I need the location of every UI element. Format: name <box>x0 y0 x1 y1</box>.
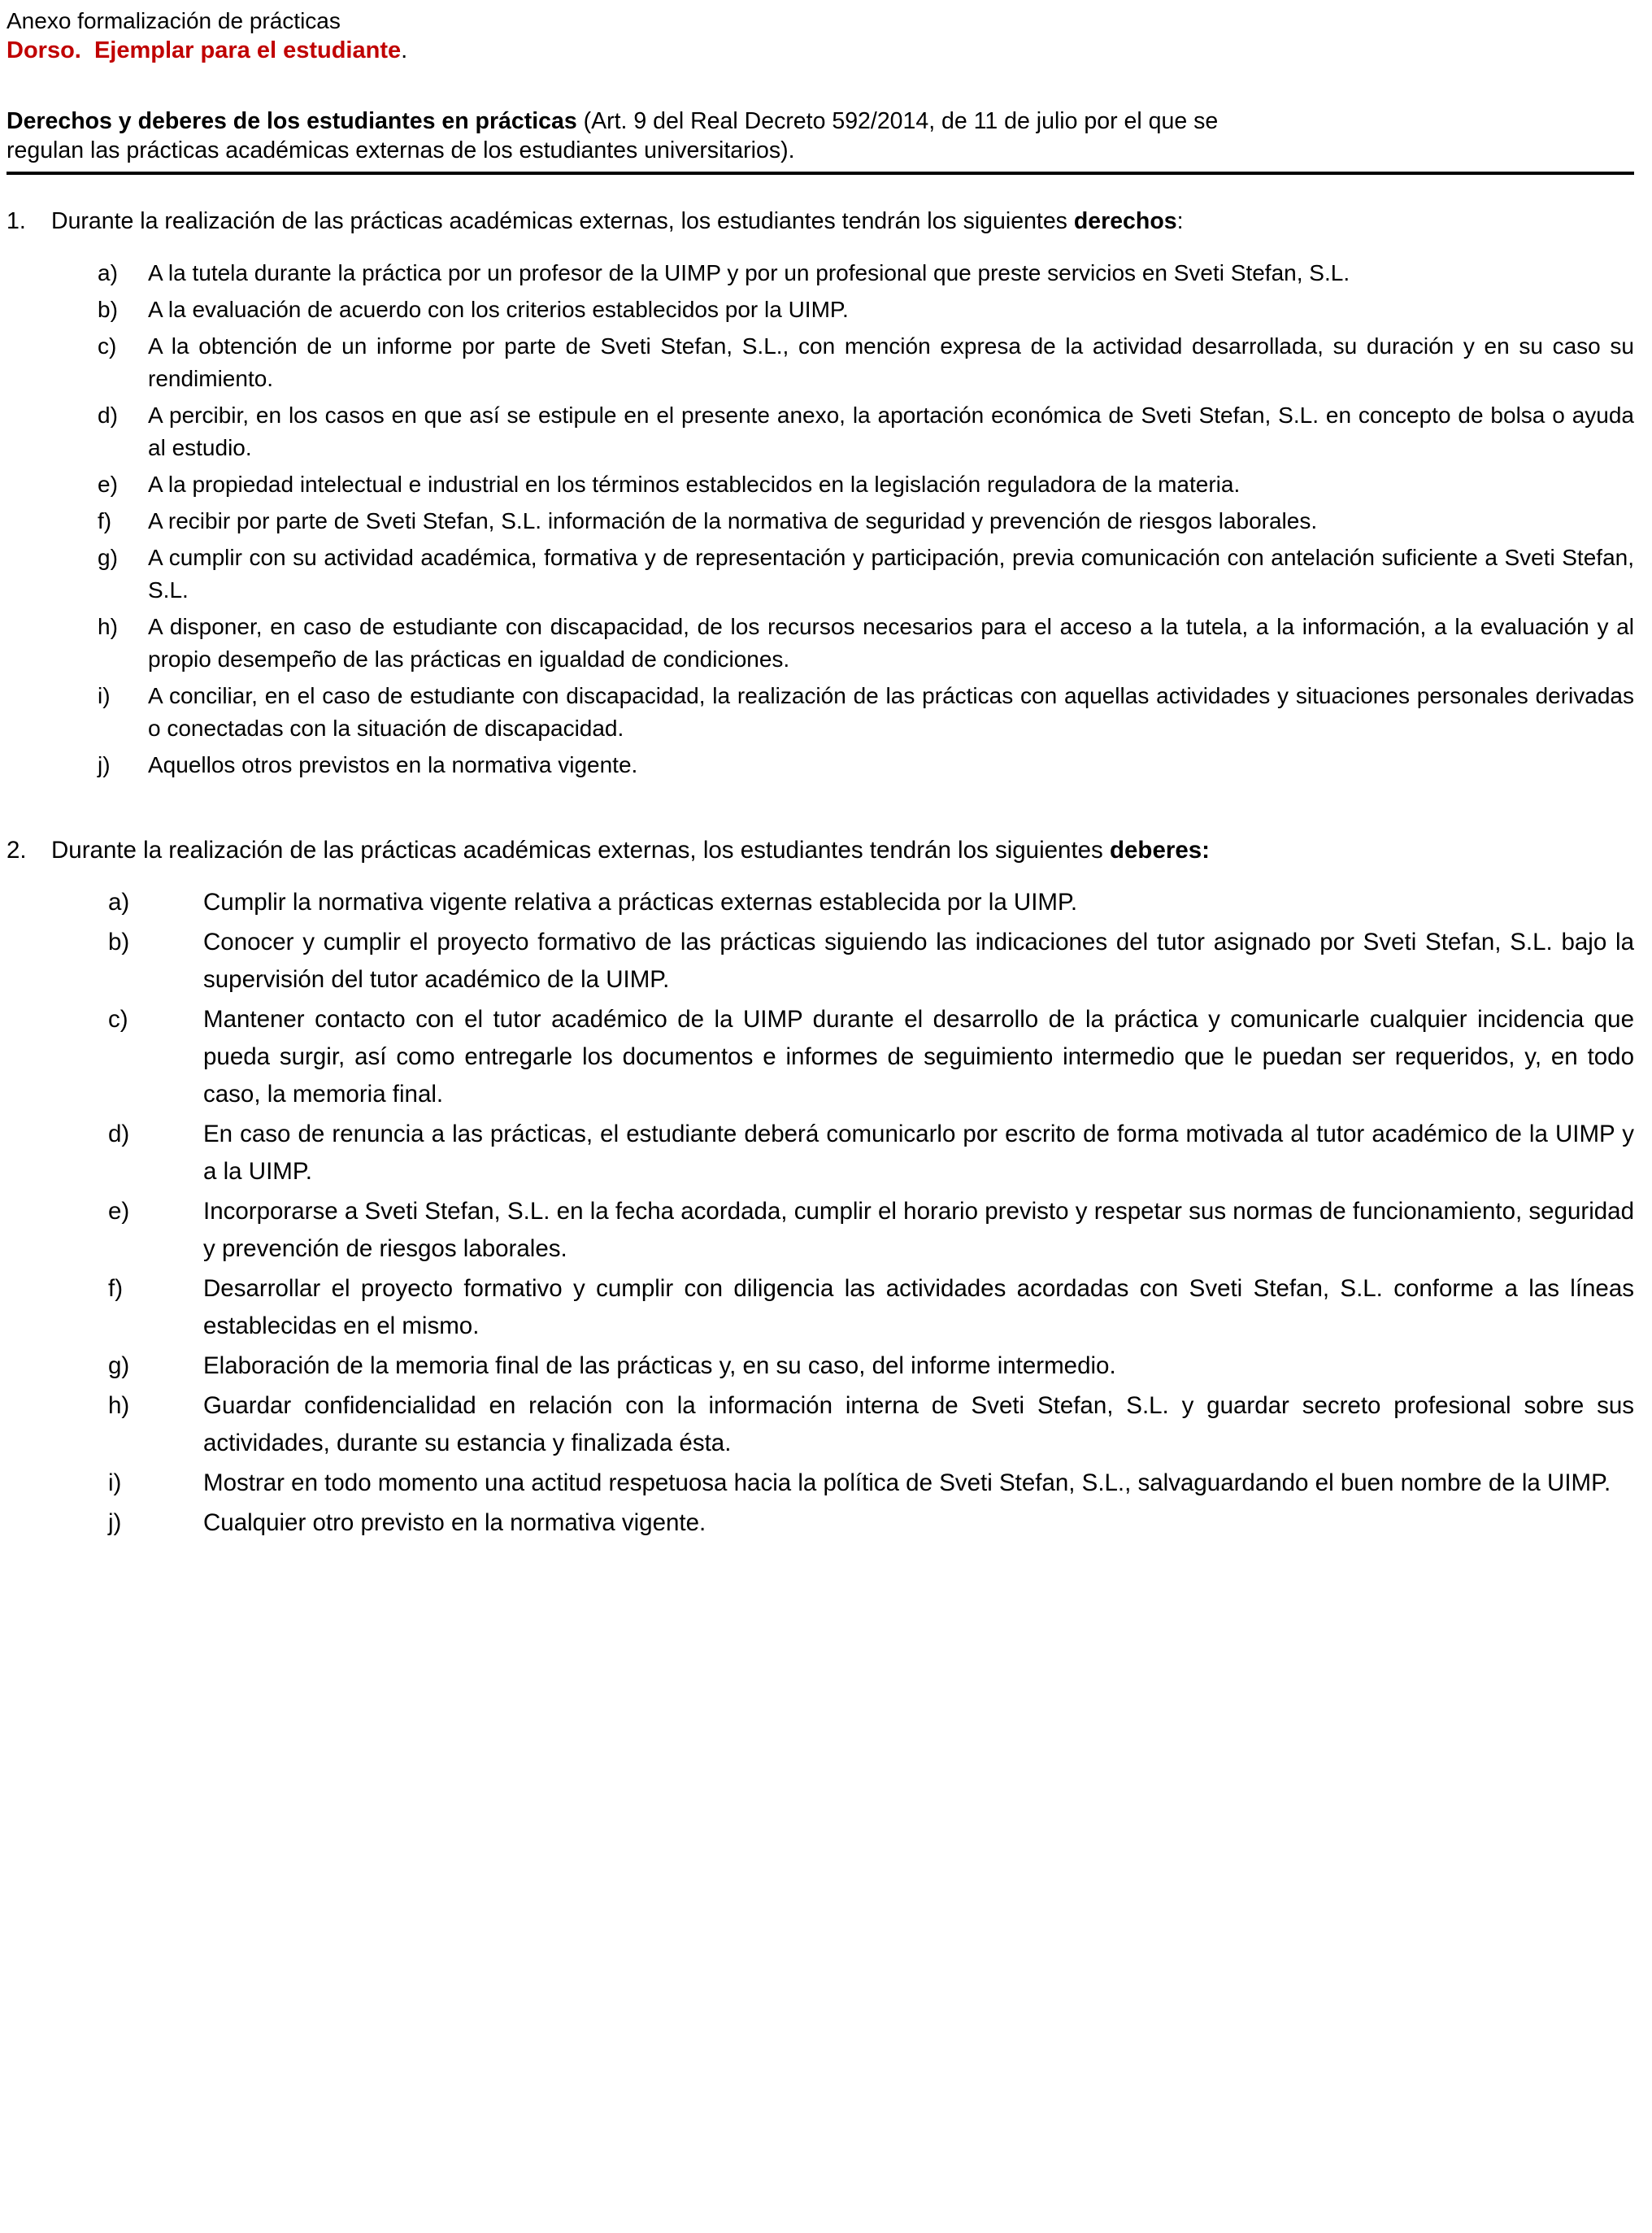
section-intro-prefix: Durante la realización de las prácticas académicas externas, los estudiantes tendrán los siguientes <box>51 208 1074 234</box>
item-text: A percibir, en los casos en que así se estipule en el presente anexo, la aportación económica de Sveti Stefan, S.L. en concepto de bolsa o ayuda al estudio. <box>148 403 1634 460</box>
item-marker: e) <box>98 472 118 497</box>
document-header <box>7 7 1634 66</box>
item-text: A la tutela durante la práctica por un profesor de la UIMP y por un profesional que preste servicios en Sveti Stefan, S.L. <box>148 260 1350 285</box>
section-deberes-heading <box>7 835 1634 866</box>
title-divider-rule <box>7 172 1634 175</box>
derechos-item <box>98 680 1634 745</box>
item-marker: j) <box>108 1509 122 1536</box>
item-text: Cualquier otro previsto en la normativa vigente. <box>203 1509 706 1536</box>
item-text: Elaboración de la memoria final de las prácticas y, en su caso, del informe intermedio. <box>203 1352 1116 1379</box>
item-marker: f) <box>108 1275 124 1302</box>
section-derechos <box>7 206 1634 781</box>
item-text: Mantener contacto con el tutor académico de la UIMP durante el desarrollo de la práctica y comunicarle cualquier incidencia que pueda surgir, así como entregarle los documentos e informes de seguimiento intermedio que le puedan ser requeridos, y, en todo caso, la memoria final. <box>203 1006 1634 1108</box>
item-text: A cumplir con su actividad académica, formativa y de representación y participación, previa comunicación con antelación suficiente a Sveti Stefan, S.L. <box>148 545 1634 603</box>
deberes-item <box>108 1193 1634 1268</box>
item-marker: b) <box>98 297 118 322</box>
item-text: A recibir por parte de Sveti Stefan, S.L. información de la normativa de seguridad y prevención de riesgos laborales. <box>148 508 1318 533</box>
item-text: A la evaluación de acuerdo con los criterios establecidos por la UIMP. <box>148 297 849 322</box>
section-intro-keyword: derechos <box>1073 208 1177 234</box>
item-marker: b) <box>108 929 130 955</box>
item-text: Aquellos otros previstos en la normativa vigente. <box>148 752 638 777</box>
item-marker: f) <box>98 508 112 533</box>
item-marker: g) <box>98 545 118 570</box>
header-copy-period: . <box>401 37 408 63</box>
deberes-item <box>108 1270 1634 1345</box>
item-marker: i) <box>98 683 111 708</box>
item-text: Mostrar en todo momento una actitud respetuosa hacia la política de Sveti Stefan, S.L., salvaguardando el buen nombre de la UIMP. <box>203 1469 1611 1496</box>
section-intro-keyword: deberes: <box>1110 837 1210 864</box>
title-regular-text: (Art. 9 del Real Decreto 592/2014, de 11 de julio por el que se regulan las prácticas académicas externas de los estudiantes universitarios). <box>7 108 1219 163</box>
item-text: Conocer y cumplir el proyecto formativo de las prácticas siguiendo las indicaciones del tutor asignado por Sveti Stefan, S.L. bajo la supervisión del tutor académico de la UIMP. <box>203 929 1634 993</box>
section-number: 2. <box>7 837 27 864</box>
derechos-item <box>98 542 1634 607</box>
derechos-item <box>98 330 1634 395</box>
item-text: A disponer, en caso de estudiante con discapacidad, de los recursos necesarios para el acceso a la tutela, a la información, a la evaluación y al propio desempeño de las prácticas en igualdad de condiciones. <box>148 614 1634 672</box>
derechos-list <box>98 257 1634 781</box>
deberes-item <box>108 1001 1634 1113</box>
item-text: A conciliar, en el caso de estudiante con discapacidad, la realización de las prácticas con aquellas actividades y situaciones personales derivadas o conectadas con la situación de discapacidad. <box>148 683 1634 741</box>
item-marker: c) <box>108 1006 128 1033</box>
item-marker: h) <box>108 1392 130 1419</box>
header-copy-line <box>7 36 1634 66</box>
header-annex-line: Anexo formalización de prácticas <box>7 8 341 33</box>
item-text: Incorporarse a Sveti Stefan, S.L. en la fecha acordada, cumplir el horario previsto y respetar sus normas de funcionamiento, seguridad y prevención de riesgos laborales. <box>203 1198 1634 1262</box>
section-deberes <box>7 835 1634 1542</box>
item-marker: d) <box>98 403 118 428</box>
deberes-item <box>108 1504 1634 1542</box>
deberes-item <box>108 1465 1634 1502</box>
item-marker: d) <box>108 1121 130 1147</box>
title-bold-text: Derechos y deberes de los estudiantes en prácticas <box>7 108 577 134</box>
item-text: Cumplir la normativa vigente relativa a prácticas externas establecida por la UIMP. <box>203 889 1078 916</box>
deberes-item <box>108 1116 1634 1190</box>
derechos-item <box>98 468 1634 501</box>
deberes-item <box>108 1347 1634 1385</box>
item-marker: a) <box>108 889 130 916</box>
section-intro-prefix: Durante la realización de las prácticas académicas externas, los estudiantes tendrán los siguientes <box>51 837 1110 864</box>
section-intro-suffix: : <box>1176 208 1184 234</box>
section-intro <box>51 835 1634 866</box>
derechos-item <box>98 611 1634 676</box>
deberes-item <box>108 924 1634 999</box>
item-text: En caso de renuncia a las prácticas, el estudiante deberá comunicarlo por escrito de forma motivada al tutor académico de la UIMP y a la UIMP. <box>203 1121 1634 1185</box>
deberes-list <box>108 884 1634 1542</box>
item-marker: h) <box>98 614 118 639</box>
derechos-item <box>98 749 1634 781</box>
item-text: Guardar confidencialidad en relación con la información interna de Sveti Stefan, S.L. y guardar secreto profesional sobre sus actividades, durante su estancia y finalizada ésta. <box>203 1392 1634 1456</box>
section-intro <box>51 206 1634 237</box>
derechos-item <box>98 294 1634 326</box>
item-text: Desarrollar el proyecto formativo y cumplir con diligencia las actividades acordadas con Sveti Stefan, S.L. conforme a las líneas establecidas en el mismo. <box>203 1275 1634 1339</box>
item-marker: e) <box>108 1198 130 1225</box>
derechos-item <box>98 505 1634 538</box>
item-marker: i) <box>108 1469 122 1496</box>
item-marker: c) <box>98 333 117 359</box>
header-copy-label: Dorso. Ejemplar para el estudiante <box>7 37 402 63</box>
item-text: A la obtención de un informe por parte de Sveti Stefan, S.L., con mención expresa de la actividad desarrollada, su duración y en su caso su rendimiento. <box>148 333 1634 391</box>
section-number: 1. <box>7 208 26 234</box>
document-title <box>7 107 1275 165</box>
item-marker: j) <box>98 752 111 777</box>
deberes-item <box>108 1387 1634 1462</box>
item-text: A la propiedad intelectual e industrial en los términos establecidos en la legislación reguladora de la materia. <box>148 472 1241 497</box>
section-derechos-heading <box>7 206 1634 237</box>
derechos-item <box>98 399 1634 464</box>
deberes-item <box>108 884 1634 921</box>
item-marker: a) <box>98 260 118 285</box>
item-marker: g) <box>108 1352 130 1379</box>
derechos-item <box>98 257 1634 289</box>
